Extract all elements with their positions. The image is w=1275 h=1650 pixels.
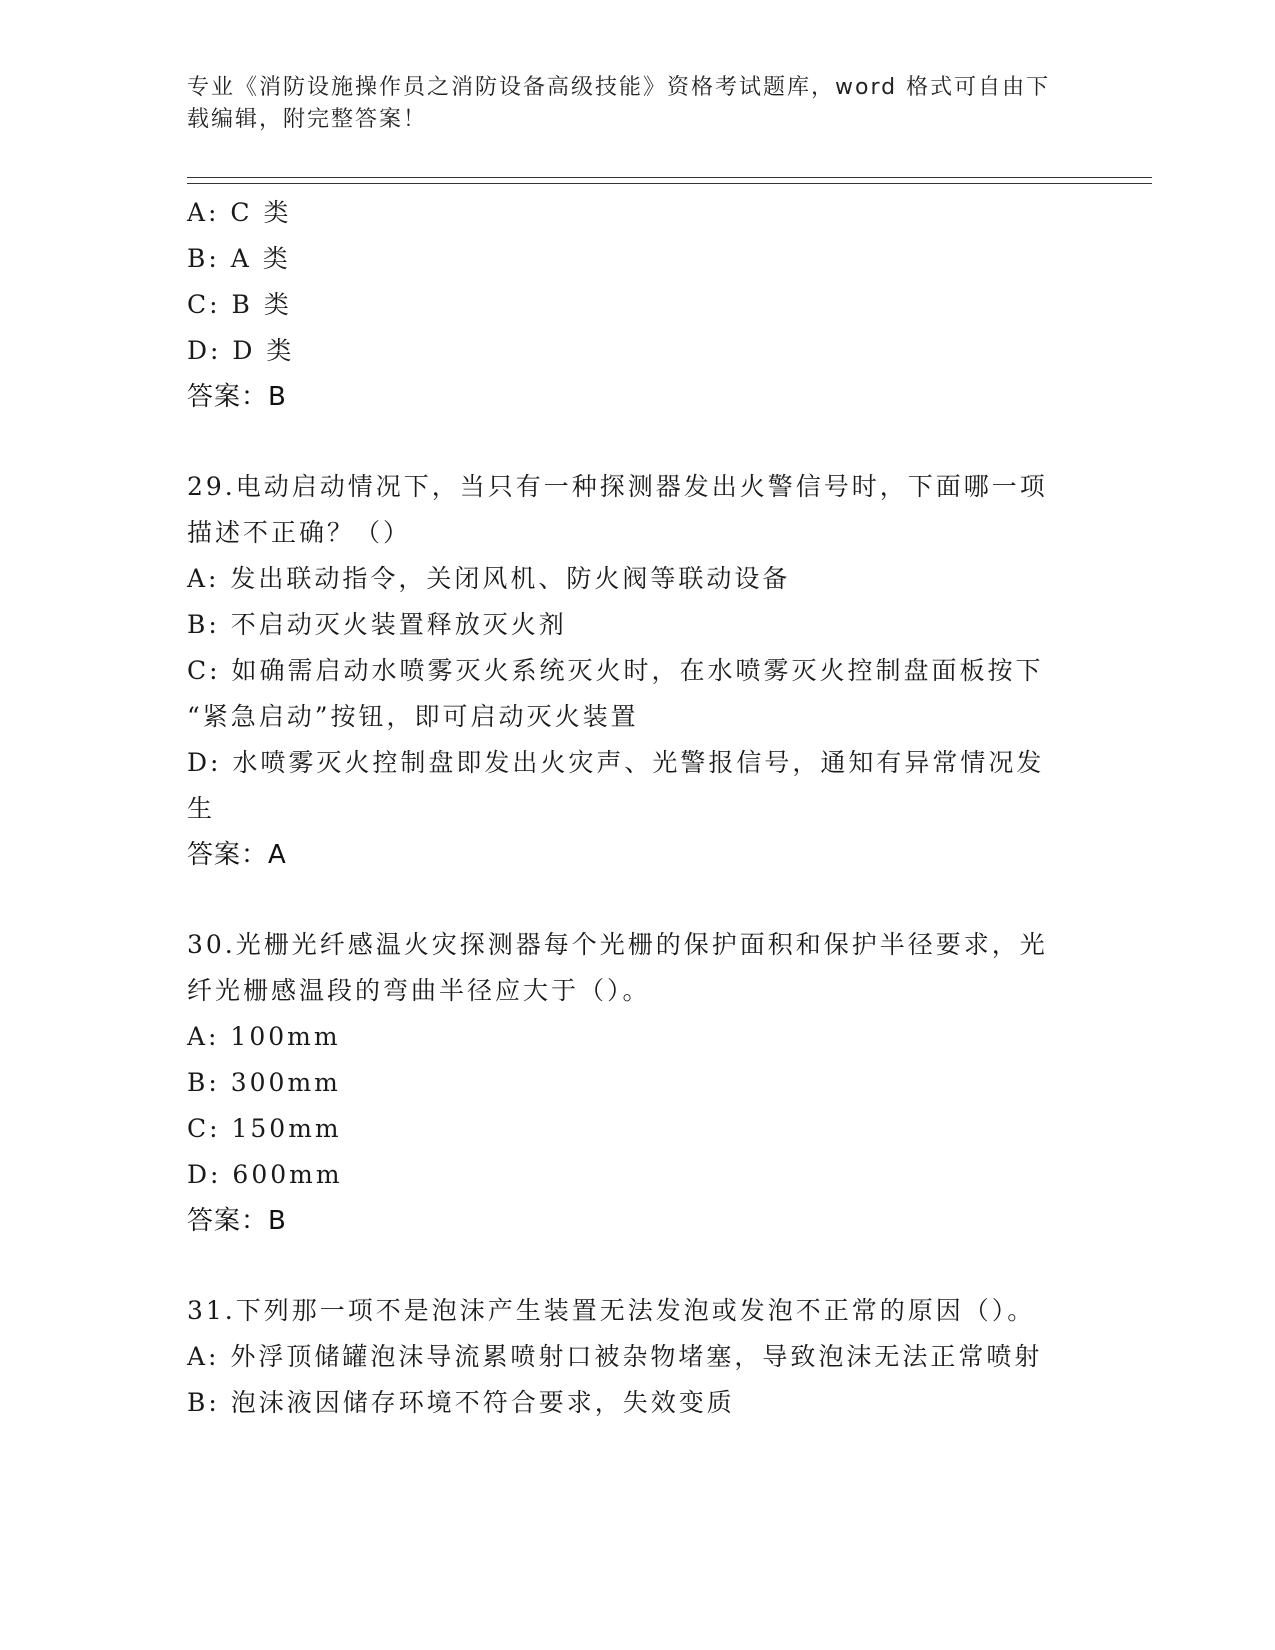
option-a: A: 100mm	[187, 1022, 341, 1051]
question-31	[187, 1288, 1087, 1426]
option-b: B: 300mm	[187, 1068, 341, 1097]
question-29	[187, 464, 1087, 878]
option-d: D: 600mm	[187, 1160, 343, 1189]
header-line-2: 载编辑，附完整答案！	[187, 107, 428, 132]
question-stem: 29.电动启动情况下，当只有一种探测器发出火警信号时，下面哪一项	[187, 472, 1048, 501]
header-rule-bottom	[187, 183, 1152, 184]
option-a: A: C 类	[187, 198, 292, 227]
document-header	[187, 72, 1077, 136]
option-a: A: 外浮顶储罐泡沫导流累喷射口被杂物堵塞，导致泡沫无法正常喷射	[187, 1342, 1043, 1371]
question-stem-cont: 描述不正确？（）	[187, 518, 412, 547]
option-b: B: 泡沫液因储存环境不符合要求，失效变质	[187, 1388, 735, 1417]
option-c-cont: “紧急启动”按钮，即可启动灭火装置	[187, 702, 639, 731]
option-d-cont: 生	[187, 794, 216, 823]
option-c: C: 如确需启动水喷雾灭火系统灭火时，在水喷雾灭火控制盘面板按下	[187, 656, 1044, 685]
option-d: D: D 类	[187, 336, 295, 365]
question-stem: 30.光栅光纤感温火灾探测器每个光栅的保护面积和保护半径要求，光	[187, 930, 1048, 959]
option-b: B: A 类	[187, 244, 291, 273]
option-d: D: 水喷雾灭火控制盘即发出火灾声、光警报信号，通知有异常情况发	[187, 748, 1045, 777]
answer: 答案：B	[187, 1206, 287, 1236]
header-rule-top	[187, 177, 1152, 178]
option-a: A: 发出联动指令，关闭风机、防火阀等联动设备	[187, 564, 791, 593]
question-list	[187, 190, 1087, 1426]
question-stem-cont: 纤光栅感温段的弯曲半径应大于（）。	[187, 976, 651, 1005]
option-c: C: 150mm	[187, 1114, 342, 1143]
header-line-1: 专业《消防设施操作员之消防设备高级技能》资格考试题库，word 格式可自由下	[187, 75, 1051, 100]
question-stem: 31.下列那一项不是泡沫产生装置无法发泡或发泡不正常的原因（）。	[187, 1296, 1036, 1325]
answer: 答案：B	[187, 382, 287, 412]
question-28	[187, 190, 1087, 420]
option-b: B: 不启动灭火装置释放灭火剂	[187, 610, 567, 639]
question-30	[187, 922, 1087, 1244]
option-c: C: B 类	[187, 290, 292, 319]
answer: 答案：A	[187, 840, 287, 870]
